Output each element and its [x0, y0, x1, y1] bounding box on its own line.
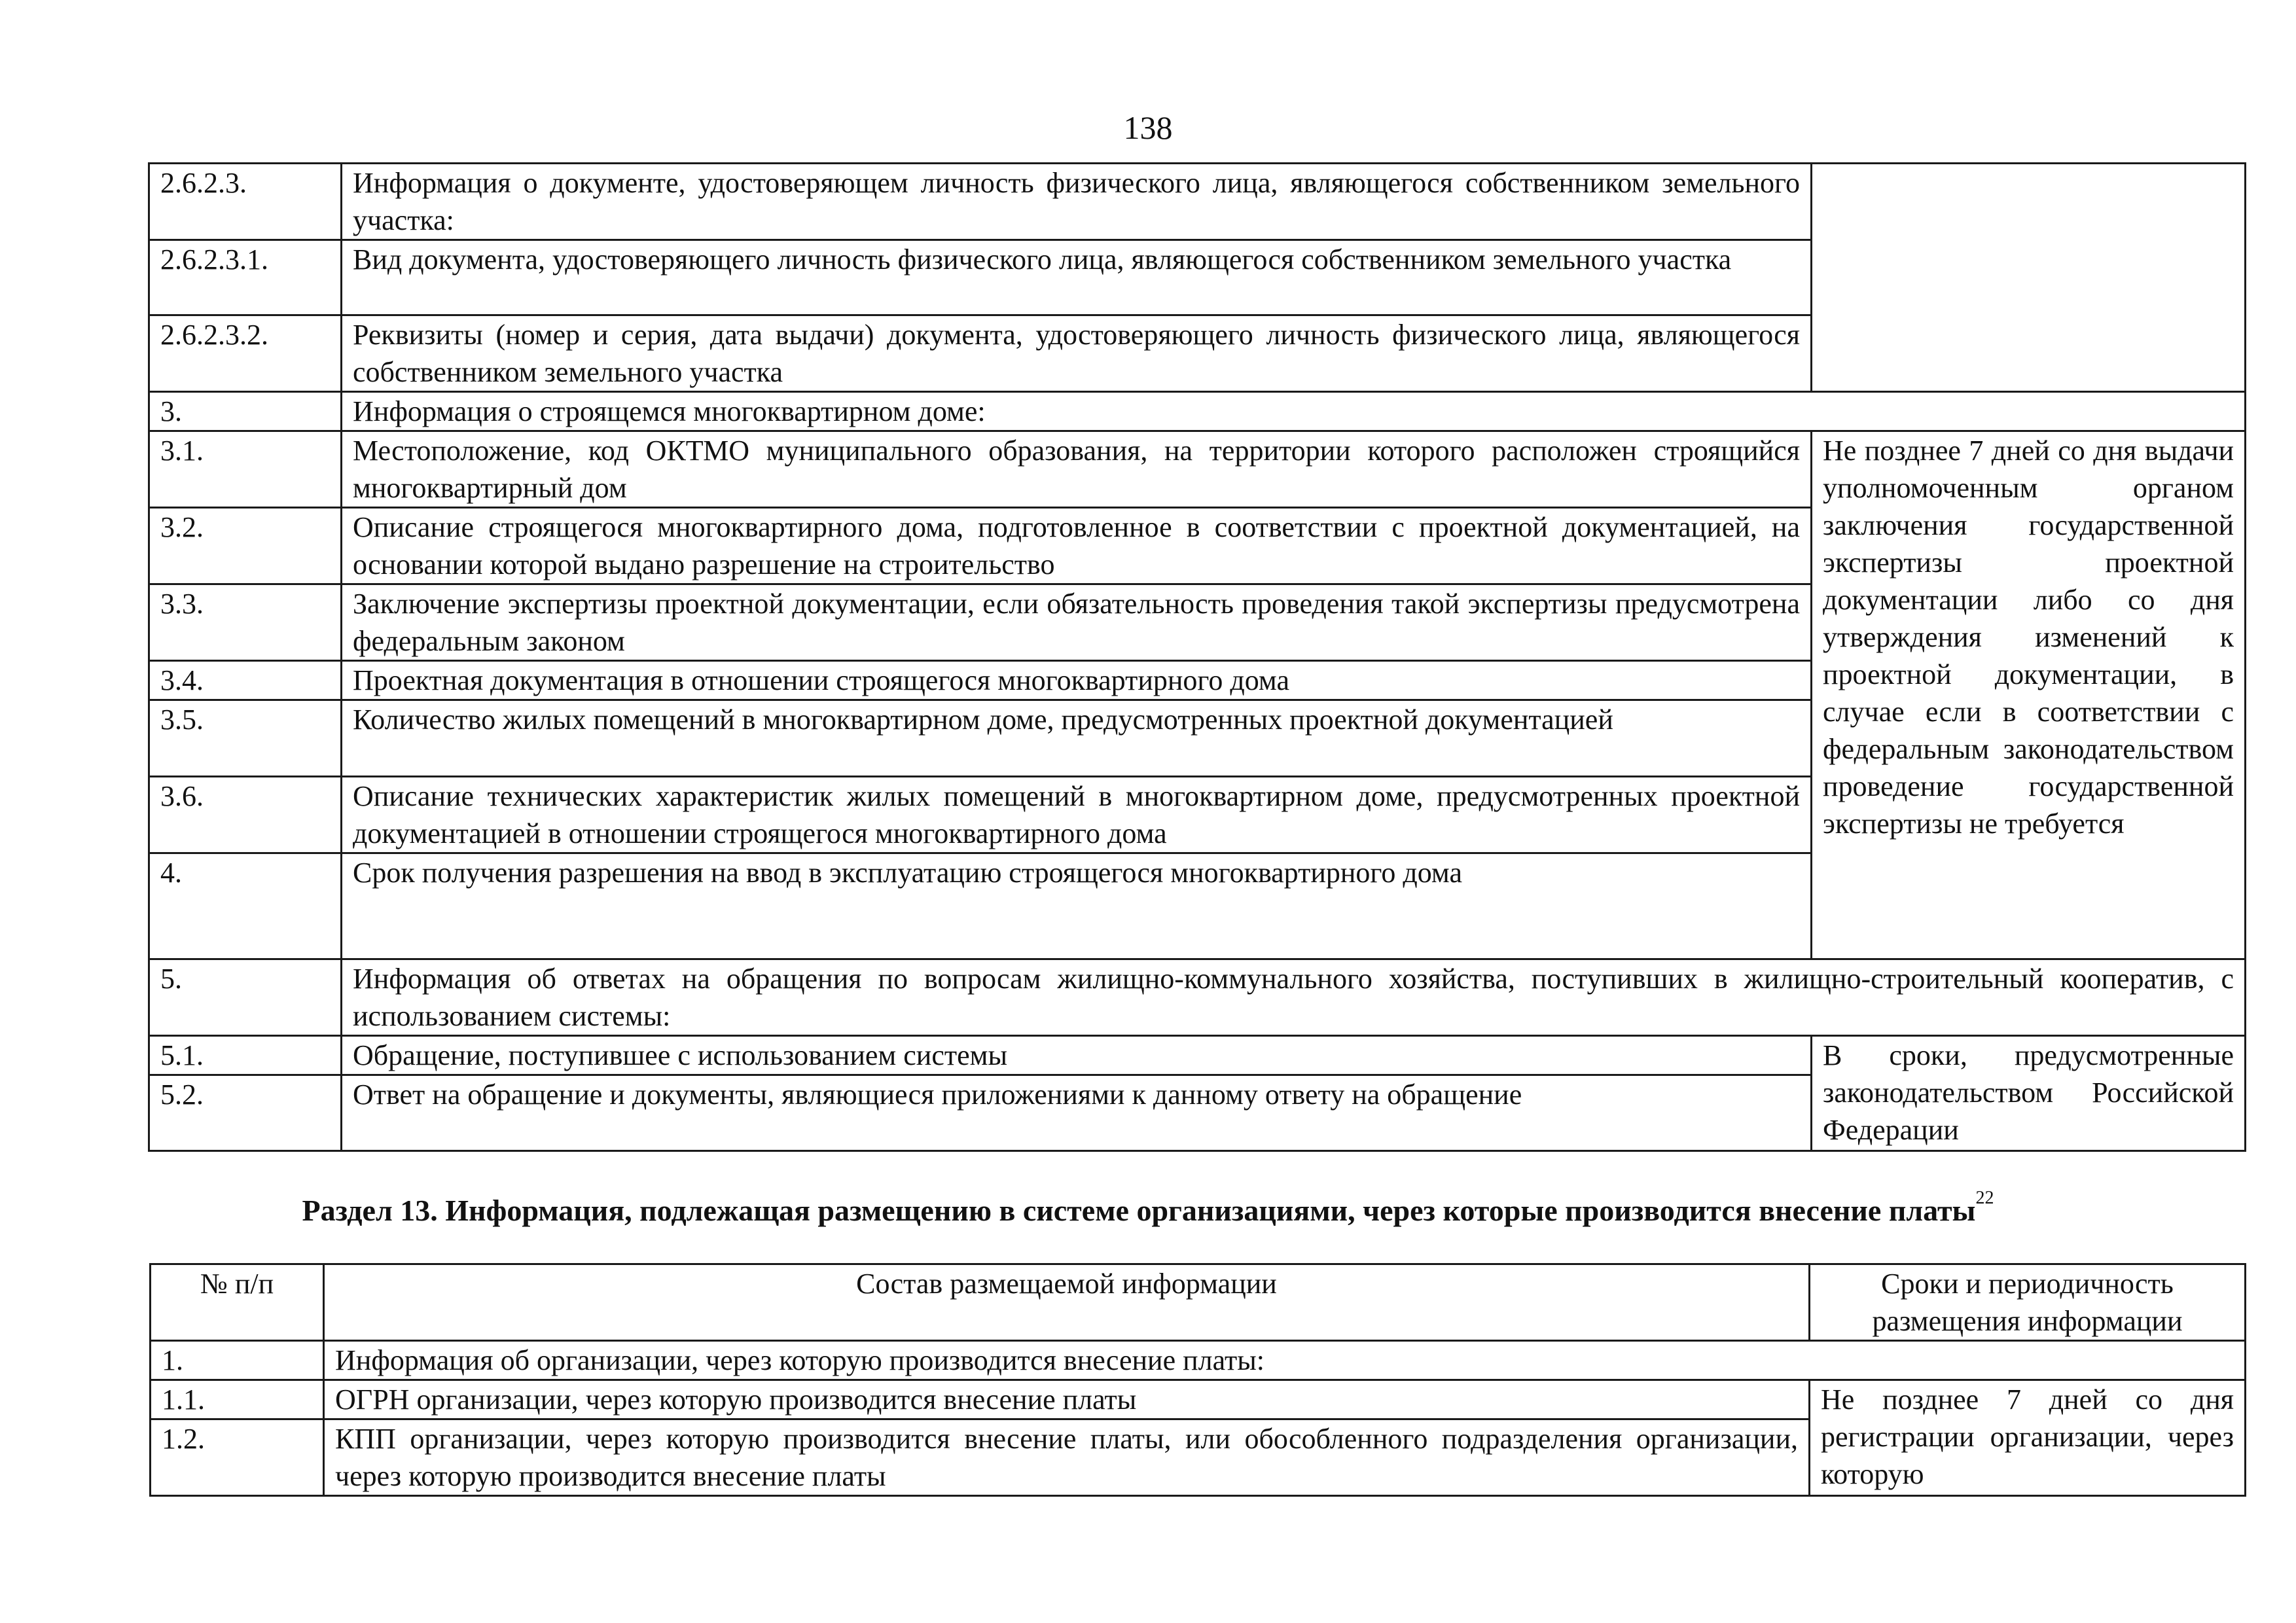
row-text: КПП организации, через которую производится внесение платы, или обособленного подразделения организации, через которую производится внесение платы	[324, 1419, 1810, 1496]
term-cell-construction: Не позднее 7 дней со дня выдачи уполномоченным органом заключения государственной экспертизы проектной документации либо со дня утверждения изменений к проектной документации, в случае если в соответствии с федеральным законодательством проведение государственной экспертизы не требуется	[1812, 431, 2246, 959]
table-row	[151, 1380, 2246, 1419]
row-number: 3.4.	[149, 661, 342, 700]
row-number: 5.2.	[149, 1075, 342, 1151]
term-cell-empty	[1812, 164, 2246, 392]
row-number: 2.6.2.3.2.	[149, 315, 342, 392]
section-13-table	[149, 1263, 2246, 1497]
row-number: 1.2.	[151, 1419, 324, 1496]
row-text: Информация об организации, через которую производится внесение платы:	[324, 1341, 2246, 1380]
term-cell-registration: Не позднее 7 дней со дня регистрации организации, через которую	[1810, 1380, 2246, 1496]
table-row	[149, 1036, 2246, 1075]
row-text: Проектная документация в отношении строящегося многоквартирного дома	[342, 661, 1812, 700]
header-content: Состав размещаемой информации	[324, 1264, 1810, 1341]
requirements-table-continued	[148, 162, 2246, 1152]
row-text: Ответ на обращение и документы, являющиеся приложениями к данному ответу на обращение	[342, 1075, 1812, 1151]
row-number: 4.	[149, 853, 342, 959]
page-number: 138	[1123, 109, 1173, 146]
row-number: 3.2.	[149, 508, 342, 584]
row-number: 3.5.	[149, 700, 342, 777]
header-terms: Сроки и периодичность размещения информации	[1810, 1264, 2246, 1341]
row-text: Реквизиты (номер и серия, дата выдачи) документа, удостоверяющего личность физического лица, являющегося собственником земельного участка	[342, 315, 1812, 392]
table-row	[149, 392, 2246, 431]
header-num: № п/п	[151, 1264, 324, 1341]
row-number: 1.1.	[151, 1380, 324, 1419]
table-row	[149, 959, 2246, 1036]
row-text: Местоположение, код ОКТМО муниципального образования, на территории которого расположен строящийся многоквартирный дом	[342, 431, 1812, 508]
row-number: 3.	[149, 392, 342, 431]
row-text: Вид документа, удостоверяющего личность физического лица, являющегося собственником земельного участка	[342, 240, 1812, 315]
table-row	[149, 164, 2246, 240]
table-row	[149, 431, 2246, 508]
row-text: Заключение экспертизы проектной документации, если обязательность проведения такой экспертизы предусмотрена федеральным законом	[342, 584, 1812, 661]
row-number: 5.1.	[149, 1036, 342, 1075]
term-cell-appeals: В сроки, предусмотренные законодательством Российской Федерации	[1812, 1036, 2246, 1151]
row-text: Информация о документе, удостоверяющем личность физического лица, являющегося собственником земельного участка:	[342, 164, 1812, 240]
table-row	[151, 1341, 2246, 1380]
row-number: 2.6.2.3.	[149, 164, 342, 240]
row-text: Количество жилых помещений в многоквартирном доме, предусмотренных проектной документацией	[342, 700, 1812, 777]
row-number: 3.6.	[149, 777, 342, 853]
row-number: 5.	[149, 959, 342, 1036]
row-number: 3.1.	[149, 431, 342, 508]
section-heading-text: Раздел 13. Информация, подлежащая размещению в системе организациями, через которые производится внесение платы	[302, 1194, 1976, 1227]
table-header-row	[151, 1264, 2246, 1341]
row-text: Информация о строящемся многоквартирном доме:	[342, 392, 2246, 431]
row-number: 1.	[151, 1341, 324, 1380]
row-number: 2.6.2.3.1.	[149, 240, 342, 315]
row-text: Описание строящегося многоквартирного дома, подготовленное в соответствии с проектной документацией, на основании которой выдано разрешение на строительство	[342, 508, 1812, 584]
row-text: ОГРН организации, через которую производится внесение платы	[324, 1380, 1810, 1419]
row-number: 3.3.	[149, 584, 342, 661]
row-text: Обращение, поступившее с использованием системы	[342, 1036, 1812, 1075]
row-text: Информация об ответах на обращения по вопросам жилищно-коммунального хозяйства, поступивших в жилищно-строительный кооператив, с использованием системы:	[342, 959, 2246, 1036]
row-text: Описание технических характеристик жилых помещений в многоквартирном доме, предусмотренных проектной документацией в отношении строящегося многоквартирного дома	[342, 777, 1812, 853]
footnote-mark: 22	[1975, 1188, 1994, 1208]
section-heading	[0, 1188, 2296, 1230]
row-text: Срок получения разрешения на ввод в эксплуатацию строящегося многоквартирного дома	[342, 853, 1812, 959]
